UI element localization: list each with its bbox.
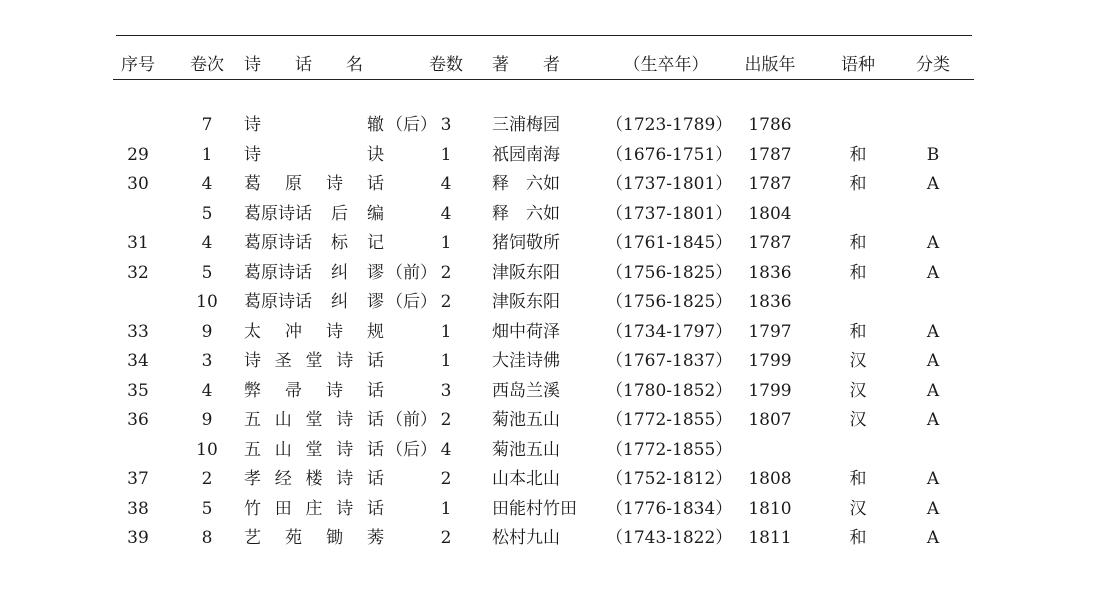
row-year: 1836 — [748, 292, 792, 312]
row-vol: 4 — [201, 233, 213, 253]
row-year: 1804 — [748, 204, 792, 224]
row-category: A — [926, 528, 940, 548]
row-vol: 2 — [201, 469, 213, 489]
row-seq: 38 — [127, 499, 149, 519]
row-author: 释 六如 — [492, 204, 560, 224]
row-title-part: 苑 — [285, 528, 302, 548]
row-category: A — [926, 381, 940, 401]
row-title-part: 诗 — [326, 174, 343, 194]
row-count: 2 — [440, 469, 452, 489]
row-title — [244, 292, 440, 312]
row-count: 1 — [440, 233, 452, 253]
row-count: 4 — [440, 204, 452, 224]
row-title — [244, 469, 440, 489]
row-title-part: 话 — [367, 469, 384, 489]
row-title — [244, 528, 440, 548]
row-life: （1743-1822） — [606, 528, 733, 548]
row-year: 1786 — [748, 115, 792, 135]
row-count: 1 — [440, 145, 452, 165]
row-title-part: 记 — [367, 233, 384, 253]
row-title-part: 标 — [331, 233, 348, 253]
top-rule — [116, 35, 972, 36]
row-year: 1807 — [748, 410, 792, 430]
row-vol: 4 — [201, 174, 213, 194]
row-count: 3 — [440, 381, 452, 401]
row-category: A — [926, 469, 940, 489]
row-year: 1799 — [748, 381, 792, 401]
row-category: A — [926, 263, 940, 283]
row-title — [244, 499, 440, 519]
row-count: 2 — [440, 292, 452, 312]
row-vol: 8 — [201, 528, 213, 548]
row-title-part: 堂 — [305, 410, 323, 430]
header-lang: 语种 — [841, 55, 875, 75]
row-title-part: 经 — [274, 469, 292, 489]
row-seq: 31 — [127, 233, 149, 253]
row-title-part: 话 — [367, 174, 384, 194]
row-title-part: 谬 — [367, 263, 384, 283]
row-author: 菊池五山 — [492, 440, 560, 460]
row-title-part: 堂 — [305, 351, 323, 371]
row-year: 1799 — [748, 351, 792, 371]
row-count: 1 — [440, 322, 452, 342]
row-category: A — [926, 233, 940, 253]
row-title-part: 艺 — [244, 528, 261, 548]
row-life: （1756-1825） — [606, 292, 733, 312]
row-title-part: 山 — [274, 410, 292, 430]
row-title — [244, 381, 440, 401]
row-title-part: 诗 — [336, 351, 354, 371]
row-year: 1836 — [748, 263, 792, 283]
row-title-part: 诀 — [367, 145, 384, 165]
row-title-suffix: （前） — [386, 410, 437, 430]
row-category: B — [926, 145, 940, 165]
row-author: 山本北山 — [492, 469, 560, 489]
row-category: A — [926, 499, 940, 519]
row-vol: 5 — [201, 204, 213, 224]
row-seq: 29 — [127, 145, 149, 165]
row-title-part: 葛 — [244, 174, 261, 194]
header-name: 诗 话 名 — [244, 55, 363, 75]
row-title-part: 楼 — [305, 469, 323, 489]
row-year: 1787 — [748, 233, 792, 253]
row-title-part: 诗 — [326, 381, 343, 401]
row-life: （1772-1855） — [606, 440, 733, 460]
row-title-part: 孝 — [244, 469, 261, 489]
row-lang: 和 — [849, 174, 867, 194]
row-author: 西岛兰溪 — [492, 381, 560, 401]
row-author: 松村九山 — [492, 528, 560, 548]
row-year: 1811 — [748, 528, 792, 548]
row-author: 津阪东阳 — [492, 263, 560, 283]
row-vol: 4 — [201, 381, 213, 401]
row-vol: 5 — [201, 263, 213, 283]
row-lang: 和 — [849, 469, 867, 489]
row-title — [244, 115, 440, 135]
row-author: 津阪东阳 — [492, 292, 560, 312]
row-title-part: 帚 — [285, 381, 302, 401]
header-vol: 卷次 — [190, 55, 224, 75]
row-year: 1810 — [748, 499, 792, 519]
row-title-part: 话 — [367, 381, 384, 401]
row-title-part: 诗 — [336, 469, 354, 489]
row-title-part: 五 — [244, 440, 261, 460]
row-year: 1787 — [748, 174, 792, 194]
row-life: （1780-1852） — [606, 381, 733, 401]
row-title — [244, 351, 440, 371]
row-title — [244, 174, 440, 194]
row-title — [244, 263, 440, 283]
row-count: 3 — [440, 115, 452, 135]
row-count: 2 — [440, 263, 452, 283]
row-seq: 37 — [127, 469, 149, 489]
row-category: A — [926, 322, 940, 342]
row-vol: 10 — [196, 292, 218, 312]
row-category: A — [926, 410, 940, 430]
row-author: 三浦梅园 — [492, 115, 560, 135]
row-vol: 7 — [201, 115, 213, 135]
row-author: 释 六如 — [492, 174, 560, 194]
row-lang: 和 — [849, 233, 867, 253]
row-title-suffix: （后） — [386, 440, 437, 460]
row-lang: 汉 — [849, 381, 867, 401]
row-title-part: 莠 — [367, 528, 384, 548]
header-rule — [113, 79, 974, 80]
row-lang: 汉 — [849, 351, 867, 371]
row-life: （1676-1751） — [606, 145, 733, 165]
row-title — [244, 145, 440, 165]
row-title-part: 庄 — [305, 499, 323, 519]
row-title-part: 五 — [244, 410, 261, 430]
row-year: 1797 — [748, 322, 792, 342]
row-life: （1737-1801） — [606, 174, 733, 194]
row-category: A — [926, 351, 940, 371]
row-life: （1776-1834） — [606, 499, 733, 519]
row-author: 田能村竹田 — [492, 499, 577, 519]
row-life: （1723-1789） — [606, 115, 733, 135]
row-title-part: 后 — [331, 204, 348, 224]
row-title-part: 话 — [367, 410, 384, 430]
row-title — [244, 440, 440, 460]
row-life: （1756-1825） — [606, 263, 733, 283]
row-count: 1 — [440, 351, 452, 371]
row-life: （1761-1845） — [606, 233, 733, 253]
row-seq: 34 — [127, 351, 149, 371]
row-title-part: 锄 — [326, 528, 343, 548]
row-title-part: 话 — [367, 440, 384, 460]
row-title — [244, 322, 440, 342]
header-category: 分类 — [916, 55, 950, 75]
row-seq: 36 — [127, 410, 149, 430]
header-author: 著 者 — [492, 55, 560, 75]
row-title — [244, 233, 440, 253]
row-seq: 33 — [127, 322, 149, 342]
header-seq: 序号 — [121, 55, 155, 75]
row-title-part: 诗 — [244, 145, 261, 165]
row-vol: 9 — [201, 322, 213, 342]
row-life: （1752-1812） — [606, 469, 733, 489]
row-lang: 和 — [849, 322, 867, 342]
row-title-part: 辙 — [367, 115, 384, 135]
row-lang: 汉 — [849, 499, 867, 519]
row-title — [244, 204, 440, 224]
row-title-part: 葛原诗话 — [244, 233, 312, 253]
row-title-part: 葛原诗话 — [244, 263, 312, 283]
row-year: 1808 — [748, 469, 792, 489]
row-title-part: 堂 — [305, 440, 323, 460]
row-author: 畑中荷泽 — [492, 322, 560, 342]
row-title-part: 纠 — [331, 263, 348, 283]
row-life: （1772-1855） — [606, 410, 733, 430]
row-title-part: 诗 — [244, 351, 261, 371]
row-title-part: 诗 — [326, 322, 343, 342]
row-lang: 和 — [849, 263, 867, 283]
row-title-part: 葛原诗话 — [244, 204, 312, 224]
row-author: 菊池五山 — [492, 410, 560, 430]
row-vol: 5 — [201, 499, 213, 519]
row-seq: 30 — [127, 174, 149, 194]
row-title-part: 诗 — [336, 440, 354, 460]
row-life: （1734-1797） — [606, 322, 733, 342]
row-vol: 3 — [201, 351, 213, 371]
row-title-part: 规 — [367, 322, 384, 342]
row-title-part: 弊 — [244, 381, 261, 401]
row-vol: 1 — [201, 145, 213, 165]
row-lang: 和 — [849, 528, 867, 548]
row-vol: 9 — [201, 410, 213, 430]
row-seq: 32 — [127, 263, 149, 283]
row-title-part: 原 — [285, 174, 302, 194]
header-year: 出版年 — [744, 55, 796, 75]
row-life: （1767-1837） — [606, 351, 733, 371]
row-title-suffix: （后） — [386, 292, 437, 312]
row-title-part: 葛原诗话 — [244, 292, 312, 312]
row-title-suffix: （前） — [386, 263, 437, 283]
header-life: （生卒年） — [623, 55, 709, 75]
row-category: A — [926, 174, 940, 194]
row-lang: 汉 — [849, 410, 867, 430]
row-seq: 39 — [127, 528, 149, 548]
row-author: 猪饲敬所 — [492, 233, 560, 253]
row-title-suffix: （后） — [386, 115, 437, 135]
row-vol: 10 — [196, 440, 218, 460]
row-author: 祇园南海 — [492, 145, 560, 165]
header-count: 卷数 — [429, 55, 463, 75]
row-author: 大洼诗佛 — [492, 351, 560, 371]
row-title-part: 山 — [274, 440, 292, 460]
row-count: 4 — [440, 174, 452, 194]
row-count: 2 — [440, 410, 452, 430]
row-seq: 35 — [127, 381, 149, 401]
row-title-part: 冲 — [285, 322, 302, 342]
row-title-part: 圣 — [274, 351, 292, 371]
row-title-part: 太 — [244, 322, 261, 342]
row-title — [244, 410, 440, 430]
row-lang: 和 — [849, 145, 867, 165]
row-title-part: 编 — [367, 204, 384, 224]
row-life: （1737-1801） — [606, 204, 733, 224]
row-title-part: 诗 — [336, 410, 354, 430]
row-title-part: 纠 — [331, 292, 348, 312]
row-title-part: 话 — [367, 351, 384, 371]
row-title-part: 诗 — [336, 499, 354, 519]
row-count: 4 — [440, 440, 452, 460]
row-year: 1787 — [748, 145, 792, 165]
row-count: 1 — [440, 499, 452, 519]
row-title-part: 竹 — [244, 499, 261, 519]
row-count: 2 — [440, 528, 452, 548]
row-title-part: 话 — [367, 499, 384, 519]
row-title-part: 诗 — [244, 115, 261, 135]
row-title-part: 谬 — [367, 292, 384, 312]
row-title-part: 田 — [274, 499, 292, 519]
